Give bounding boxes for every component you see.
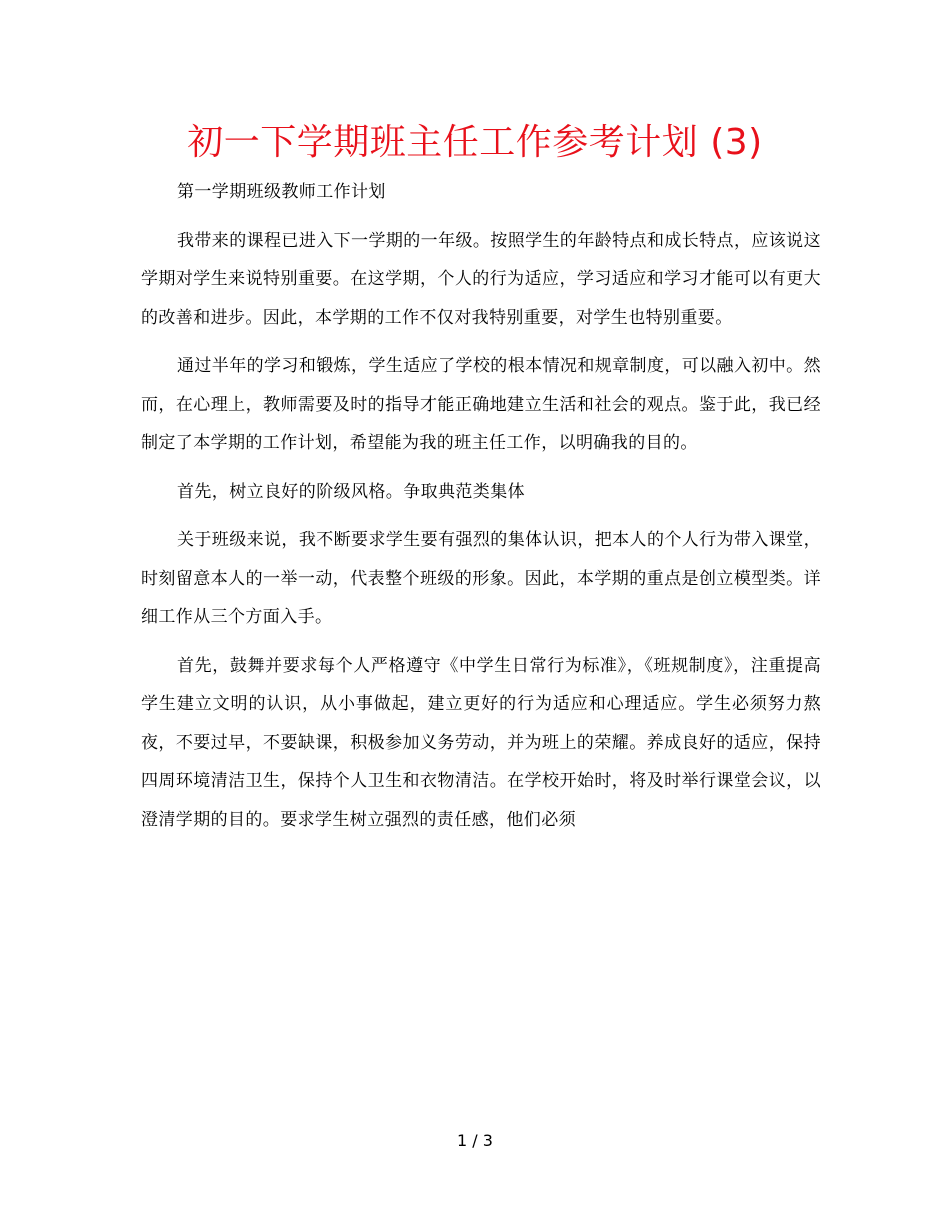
paragraph: 通过半年的学习和锻炼，学生适应了学校的根本情况和规章制度，可以融入初中。然而，在心理上，教师需要及时的指导才能正确地建立生活和社会的观点。鉴于此，我已经制定了本学期的工作计划，希望能为我的班主任工作，以明确我的目的。: [141, 356, 821, 453]
paragraph: 关于班级来说，我不断要求学生要有强烈的集体认识，把本人的个人行为带入课堂，时刻留意本人的一举一动，代表整个班级的形象。因此，本学期的重点是创立模型类。详细工作从三个方面入手。: [141, 530, 821, 627]
paragraph: 我带来的课程已进入下一学期的一年级。按照学生的年龄特点和成长特点，应该说这学期对学生来说特别重要。在这学期，个人的行为适应，学习适应和学习才能可以有更大的改善和进步。因此，本学期的工作不仅对我特别重要，对学生也特别重要。: [141, 230, 821, 328]
paragraph-subtitle: 第一学期班级教师工作计划: [177, 182, 386, 202]
document-body: [141, 173, 821, 839]
paragraph-heading: 首先，树立良好的阶级风格。争取典范类集体: [177, 481, 525, 502]
page-number: 1 / 3: [457, 1131, 493, 1150]
paragraph: 首先，鼓舞并要求每个人严格遵守《中学生日常行为标准》，《班规制度》，注重提高学生建立文明的认识，从小事做起，建立更好的行为适应和心理适应。学生必须努力熬夜，不要过早，不要缺课，积极参加义务劳动，并为班上的荣耀。养成良好的适应，保持四周环境清洁卫生，保持个人卫生和衣物清洁。在学校开始时，将及时举行课堂会议，以澄清学期的目的。要求学生树立强烈的责任感，他们必须: [141, 655, 821, 830]
document-title: 初一下学期班主任工作参考计划 (3): [187, 122, 763, 163]
